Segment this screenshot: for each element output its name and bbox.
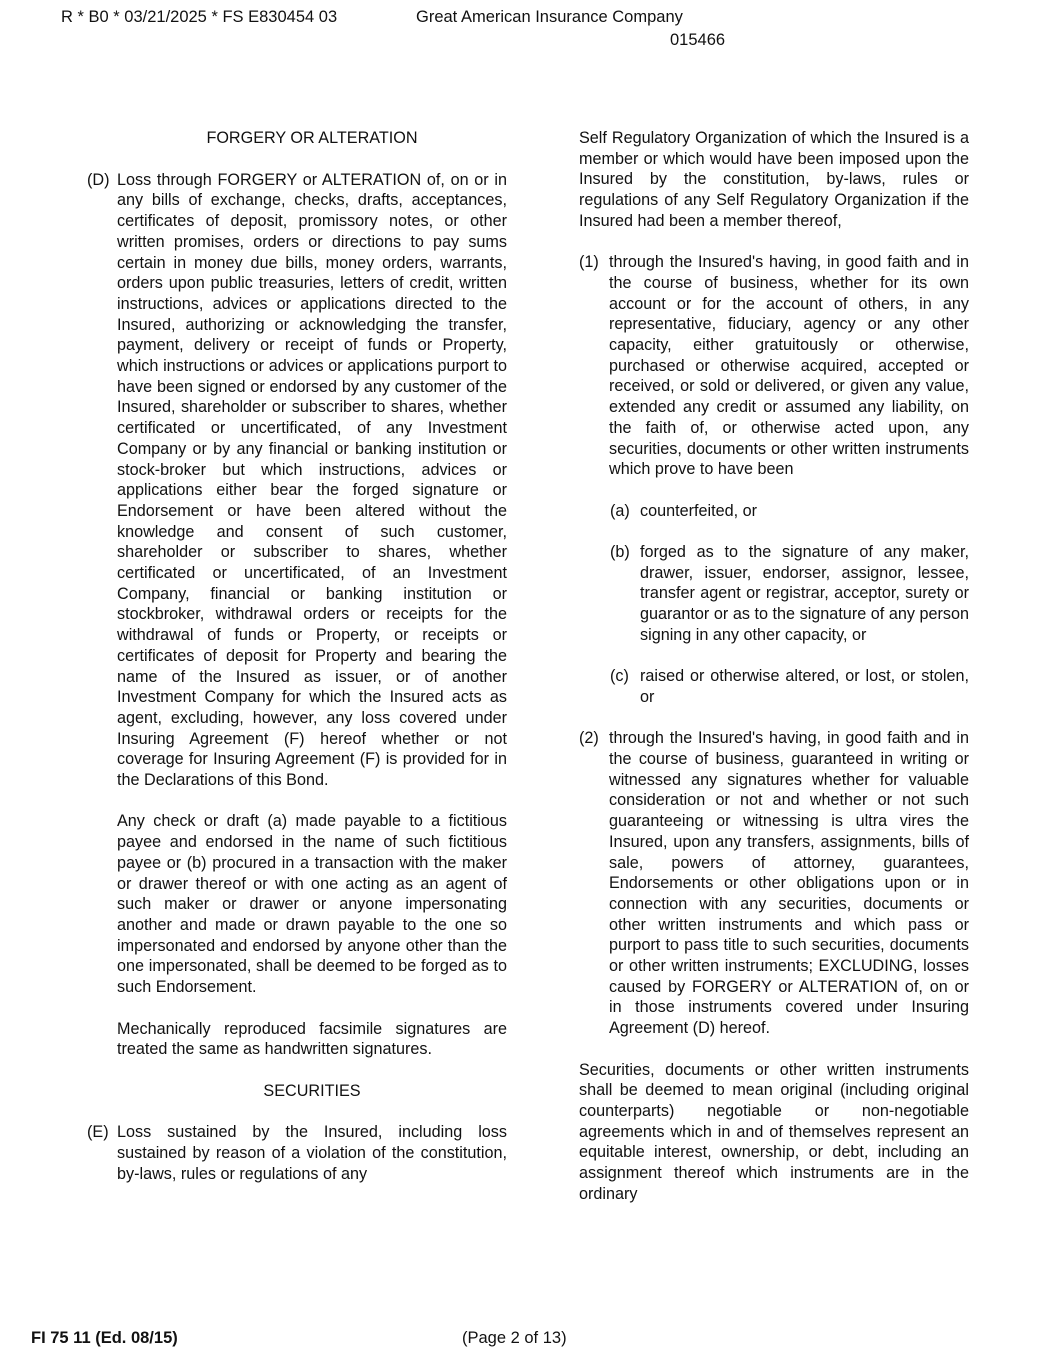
sub-item-b [610, 542, 969, 646]
sub-item-a [610, 501, 969, 522]
left-column [87, 128, 507, 1205]
item-d [87, 170, 507, 791]
item-1-text: through the Insured's having, in good faith and in the course of business, whether for its own account or for the account of others, in any representative, fiduciary, agency or any other capacity, either gratuitously or otherwise, purchased or otherwise acquired, accepted or received, or sold or delivered, or given any value, extended any credit or assumed any liability, on the faith of, or otherwise acted upon, any securities, documents or other written instruments which prove to have been [609, 253, 969, 479]
sub-item-b-text: forged as to the signature of any maker, drawer, issuer, endorser, assignor, lessee, transfer agent or registrar, acceptor, surety or guarantor or as to the signature of any person signing in any other capacity, or [640, 543, 969, 644]
document-number: 015466 [670, 31, 726, 49]
footer-page-number: (Page 2 of 13) [462, 1329, 567, 1347]
facsimile-paragraph: Mechanically reproduced facsimile signatures are treated the same as handwritten signatures. [117, 1019, 507, 1059]
form-id-stamp: R * B0 * 03/21/2025 * FS E830454 03 [61, 8, 338, 26]
securities-definition-paragraph: Securities, documents or other written instruments shall be deemed to mean original (including original counterparts) negotiable or non-negotiable agreements which in and of themselves represent an equitable interest, ownership, or debt, including an assignment thereof which instruments are in the ordinary [579, 1060, 969, 1203]
footer-form-number: FI 75 11 (Ed. 08/15) [31, 1329, 178, 1347]
sub-item-c [610, 666, 969, 707]
sro-intro-paragraph: Self Regulatory Organization of which the Insured is a member or which would have been imposed upon the Insured by the constitution, by-laws, rules or regulations of any Self Regulatory Organization if the Insured had been a member thereof, [579, 129, 969, 230]
item-e-label: (E) [87, 1123, 109, 1142]
securities-heading: SECURITIES [263, 1081, 361, 1100]
item-2-text: through the Insured's having, in good faith and in the course of business, guaranteed in writing or witnessed any signatures whether for valuable consideration or not and whether or not such guaranteeing or witnessing is ultra vires the Insured, upon any transfers, assignments, bills of sale, powers of attorney, guarantees, Endorsements or other obligations upon or in connection with any securities, documents or other written instruments and which pass or purport to pass title to such securities, documents or other written instruments; EXCLUDING, losses caused by FORGERY or ALTERATION of, on or in those instruments covered under Insuring Agreement (D) hereof. [609, 729, 969, 1038]
check-paragraph: Any check or draft (a) made payable to a fictitious payee and endorsed in the name of such fictitious payee or (b) procured in a transaction with the maker or drawer thereof or with one acting as an agent of such maker or drawer or anyone impersonating another and made or drawn payable to the one so impersonated and endorsed by anyone other than the one impersonated, shall be deemed to be forged as to such Endorsement. [117, 812, 507, 997]
item-1-label: (1) [579, 253, 599, 272]
sub-item-a-label: (a) [610, 501, 630, 520]
item-e [87, 1122, 507, 1184]
item-d-text: Loss through FORGERY or ALTERATION of, on or in any bills of exchange, checks, drafts, acceptances, certificates of deposit, promissory notes, or other written promises, orders or directions to pay sums certain in money due bills, money orders, warrants, orders upon public treasuries, letters of credit, written instructions, advices or applications directed to the Insured, authorizing or acknowledging the transfer, payment, delivery or receipt of funds or Property, which instructions or advices or applications purport to have been signed or endorsed by any customer of the Insured, shareholder or subscriber to shares, whether certificated or uncertificated, of any Investment Company or by any financial or banking institution or stock-broker but which instructions, advices or applications either bear the forged signature or Endorsement or have been altered without the knowledge and consent of such customer, shareholder or subscriber to shares, whether certificated or uncertificated, of an Investment Company, financial or banking institution or stockbroker, withdrawal orders or receipts for the withdrawal of funds or Property, or receipts or certificates of deposit for Property and bearing the name of the Insured as issuer, or of another Investment Company for which the Insured acts as agent, excluding, however, any loss covered under Insuring Agreement (F) hereof whether or not coverage for Insuring Agreement (F) is provided for in the Declarations of this Bond. [117, 170, 507, 790]
item-2 [579, 728, 969, 1039]
item-2-label: (2) [579, 729, 599, 748]
item-1 [579, 252, 969, 480]
item-e-text: Loss sustained by the Insured, including loss sustained by reason of a violation of the constitution, by-laws, rules or regulations of any [117, 1123, 507, 1183]
item-d-label: (D) [87, 170, 110, 189]
company-name: Great American Insurance Company [416, 8, 683, 26]
sub-item-c-text: raised or otherwise altered, or lost, or stolen, or [640, 667, 969, 706]
sub-item-a-text: counterfeited, or [640, 501, 757, 520]
forgery-heading: FORGERY OR ALTERATION [206, 129, 418, 147]
right-column [579, 128, 969, 1225]
sub-item-b-label: (b) [610, 543, 630, 562]
sub-item-c-label: (c) [610, 667, 629, 686]
